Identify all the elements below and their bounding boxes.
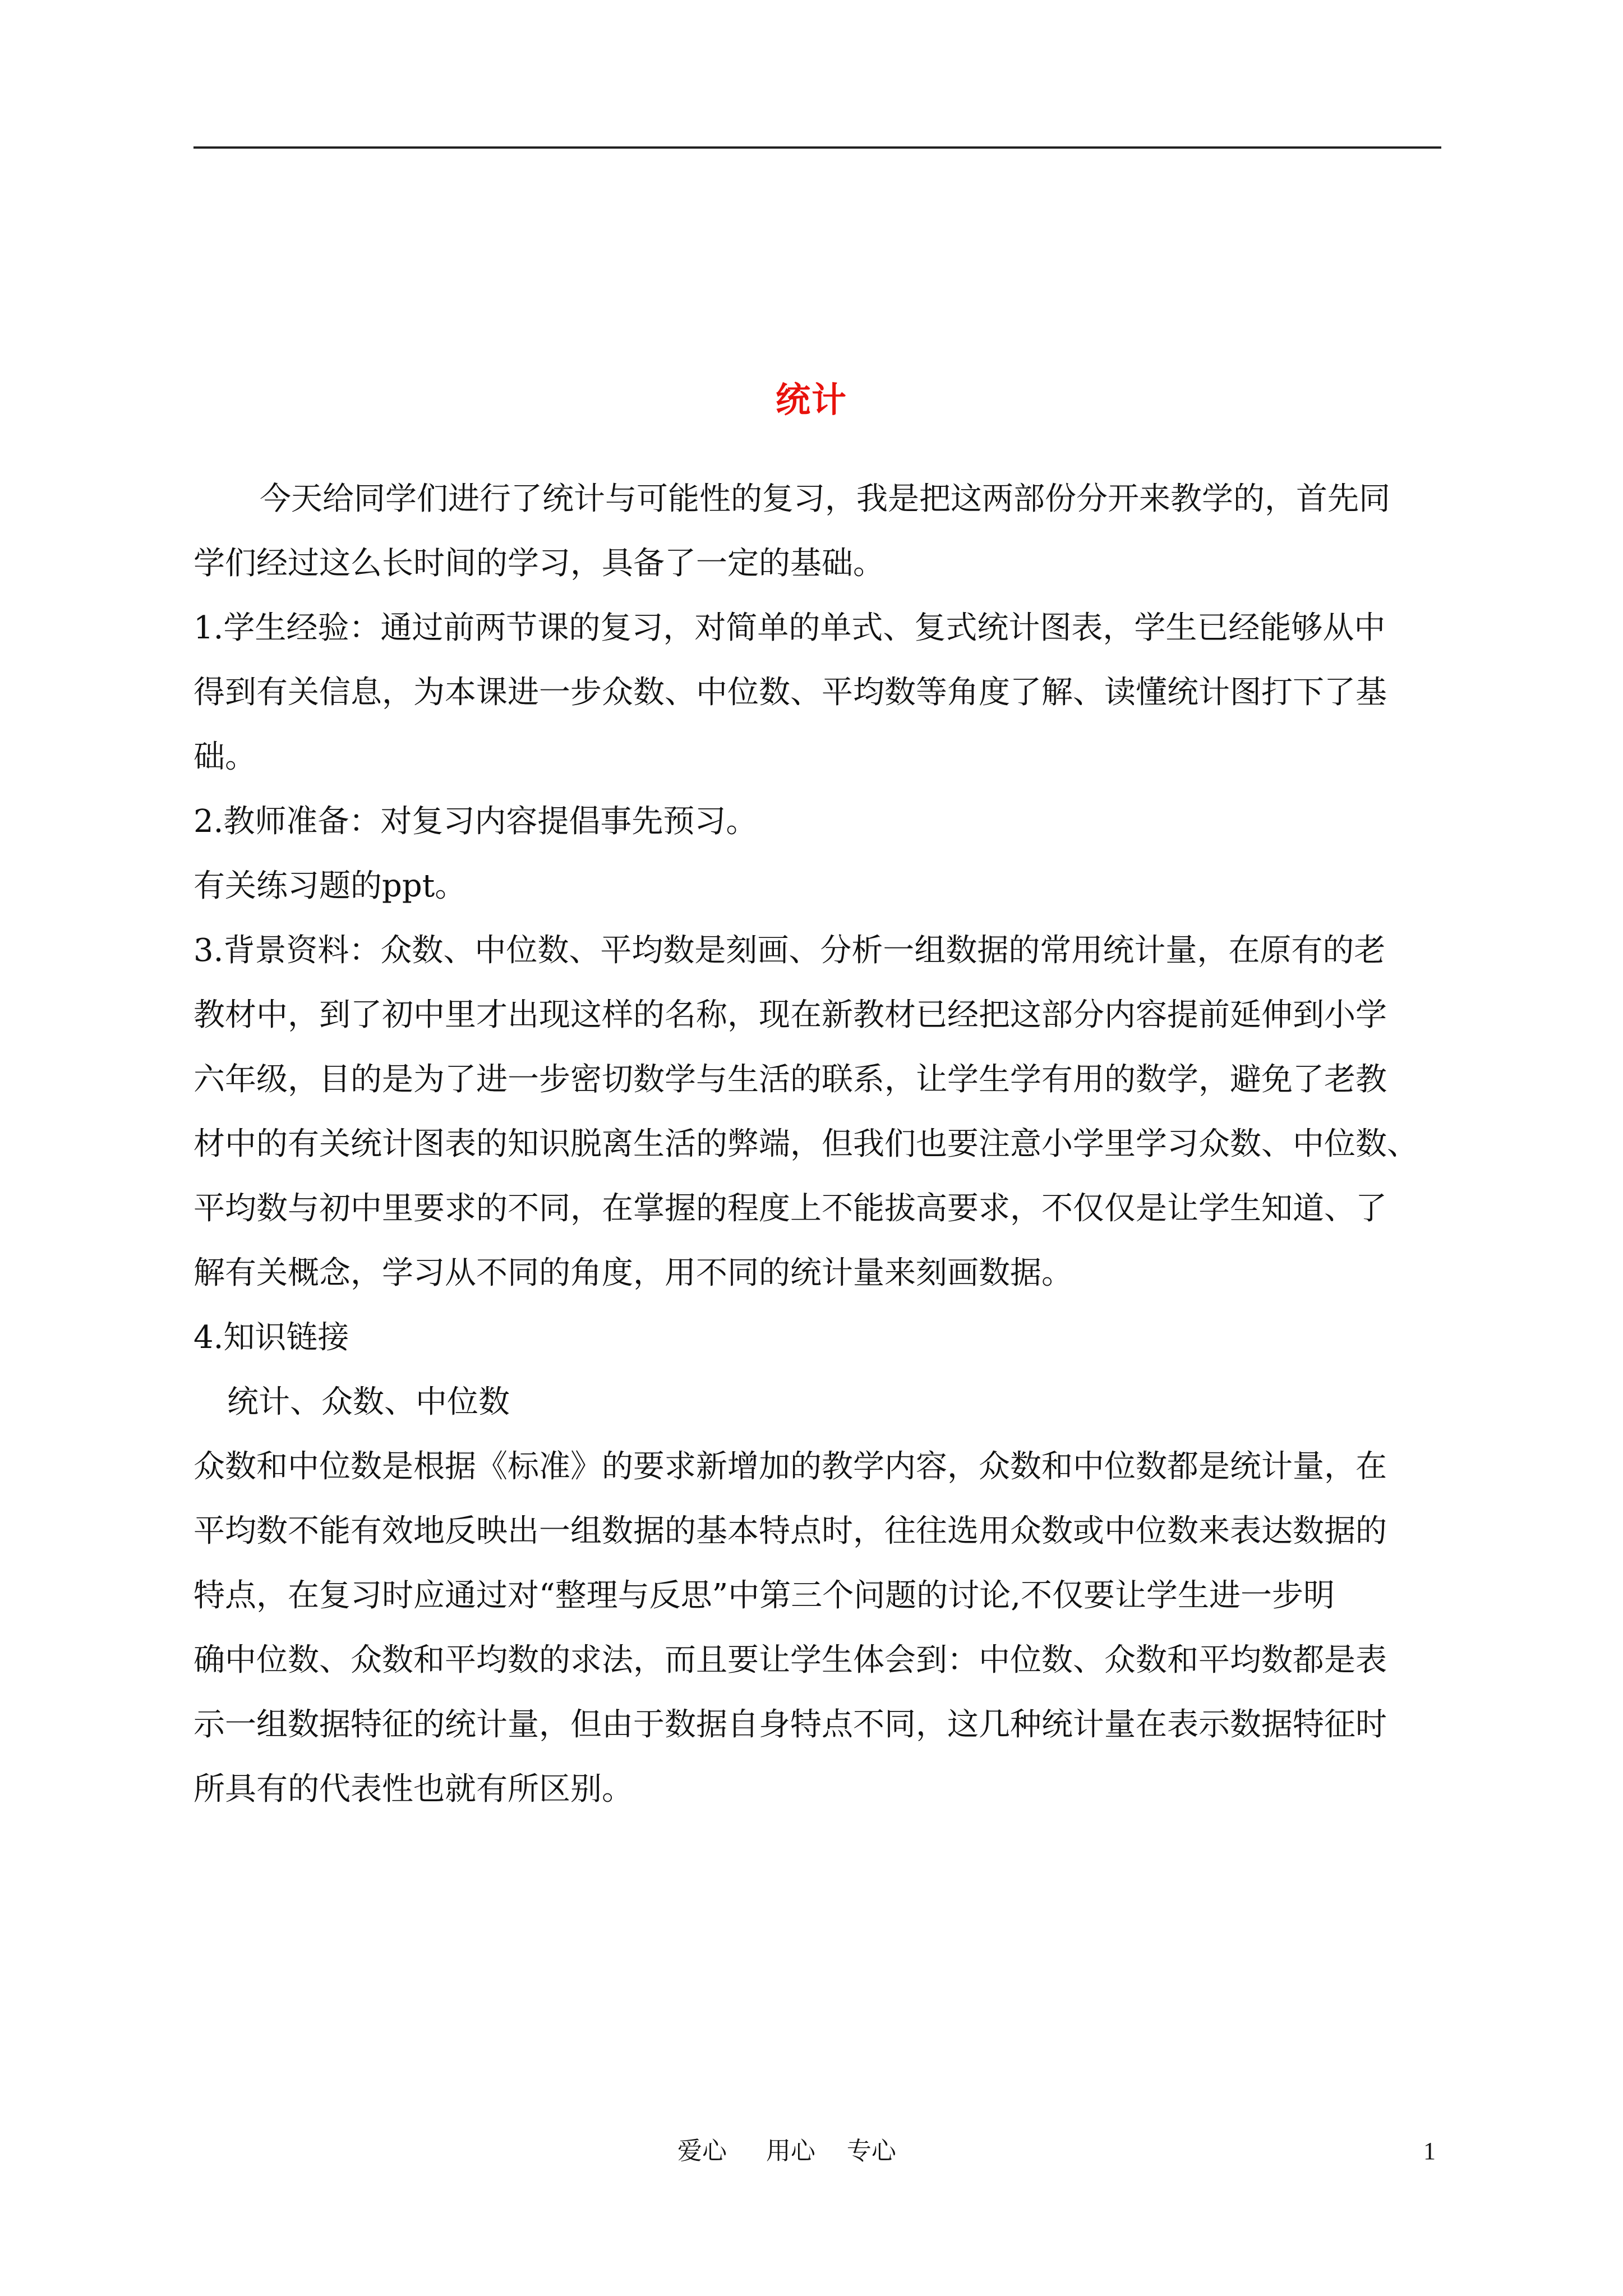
paragraph-line: 材中的有关统计图表的知识脱离生活的弊端，但我们也要注意小学里学习众数、中位数、 xyxy=(193,1126,1418,1162)
paragraph-line: 六年级，目的是为了进一步密切数学与生活的联系，让学生学有用的数学，避免了老教 xyxy=(193,1061,1387,1098)
paragraph-line: 3.背景资料：众数、中位数、平均数是刻画、分析一组数据的常用统计量，在原有的老 xyxy=(193,932,1386,969)
paragraph-line: 解有关概念，学习从不同的角度，用不同的统计量来刻画数据。 xyxy=(193,1255,1073,1291)
paragraph-line: 平均数不能有效地反映出一组数据的基本特点时，往往选用众数或中位数来表达数据的 xyxy=(193,1513,1387,1549)
paragraph-line: 今天给同学们进行了统计与可能性的复习，我是把这两部份分开来教学的，首先同 xyxy=(260,481,1390,517)
paragraph-line: 众数和中位数是根据《标准》的要求新增加的教学内容，众数和中位数都是统计量，在 xyxy=(193,1448,1387,1485)
paragraph-line: 础。 xyxy=(193,739,256,775)
page-footer xyxy=(0,2132,1623,2171)
section-heading: 4.知识链接 xyxy=(193,1319,349,1356)
paragraph-line: 学们经过这么长时间的学习，具备了一定的基础。 xyxy=(193,545,884,582)
paragraph-line: 特点，在复习时应通过对“整理与反思”中第三个问题的讨论,不仅要让学生进一步明 xyxy=(193,1577,1335,1614)
document-title: 统计 xyxy=(775,379,847,420)
paragraph-line: 2.教师准备：对复习内容提倡事先预习。 xyxy=(193,803,758,840)
paragraph-line: 确中位数、众数和平均数的求法，而且要让学生体会到：中位数、众数和平均数都是表 xyxy=(193,1642,1387,1678)
paragraph-line: 示一组数据特征的统计量，但由于数据自身特点不同，这几种统计量在表示数据特征时 xyxy=(193,1706,1387,1743)
paragraph-line: 平均数与初中里要求的不同，在掌握的程度上不能拔高要求，不仅仅是让学生知道、了 xyxy=(193,1190,1387,1227)
page-number: 1 xyxy=(1423,2137,1436,2165)
document-body xyxy=(193,467,1437,1821)
paragraph-line: 所具有的代表性也就有所区别。 xyxy=(193,1771,633,1807)
paragraph-line: 1.学生经验：通过前两节课的复习，对简单的单式、复式统计图表，学生已经能够从中 xyxy=(193,610,1386,646)
paragraph-line: 得到有关信息，为本课进一步众数、中位数、平均数等角度了解、读懂统计图打下了基 xyxy=(193,674,1387,711)
paragraph-line: 教材中，到了初中里才出现这样的名称，现在新教材已经把这部分内容提前延伸到小学 xyxy=(193,997,1387,1033)
footer-motto: 爱心 用心 专心 xyxy=(677,2137,896,2165)
paragraph-line: 有关练习题的ppt。 xyxy=(193,868,467,904)
header-rule xyxy=(193,146,1441,149)
subheading: 统计、众数、中位数 xyxy=(227,1384,510,1420)
